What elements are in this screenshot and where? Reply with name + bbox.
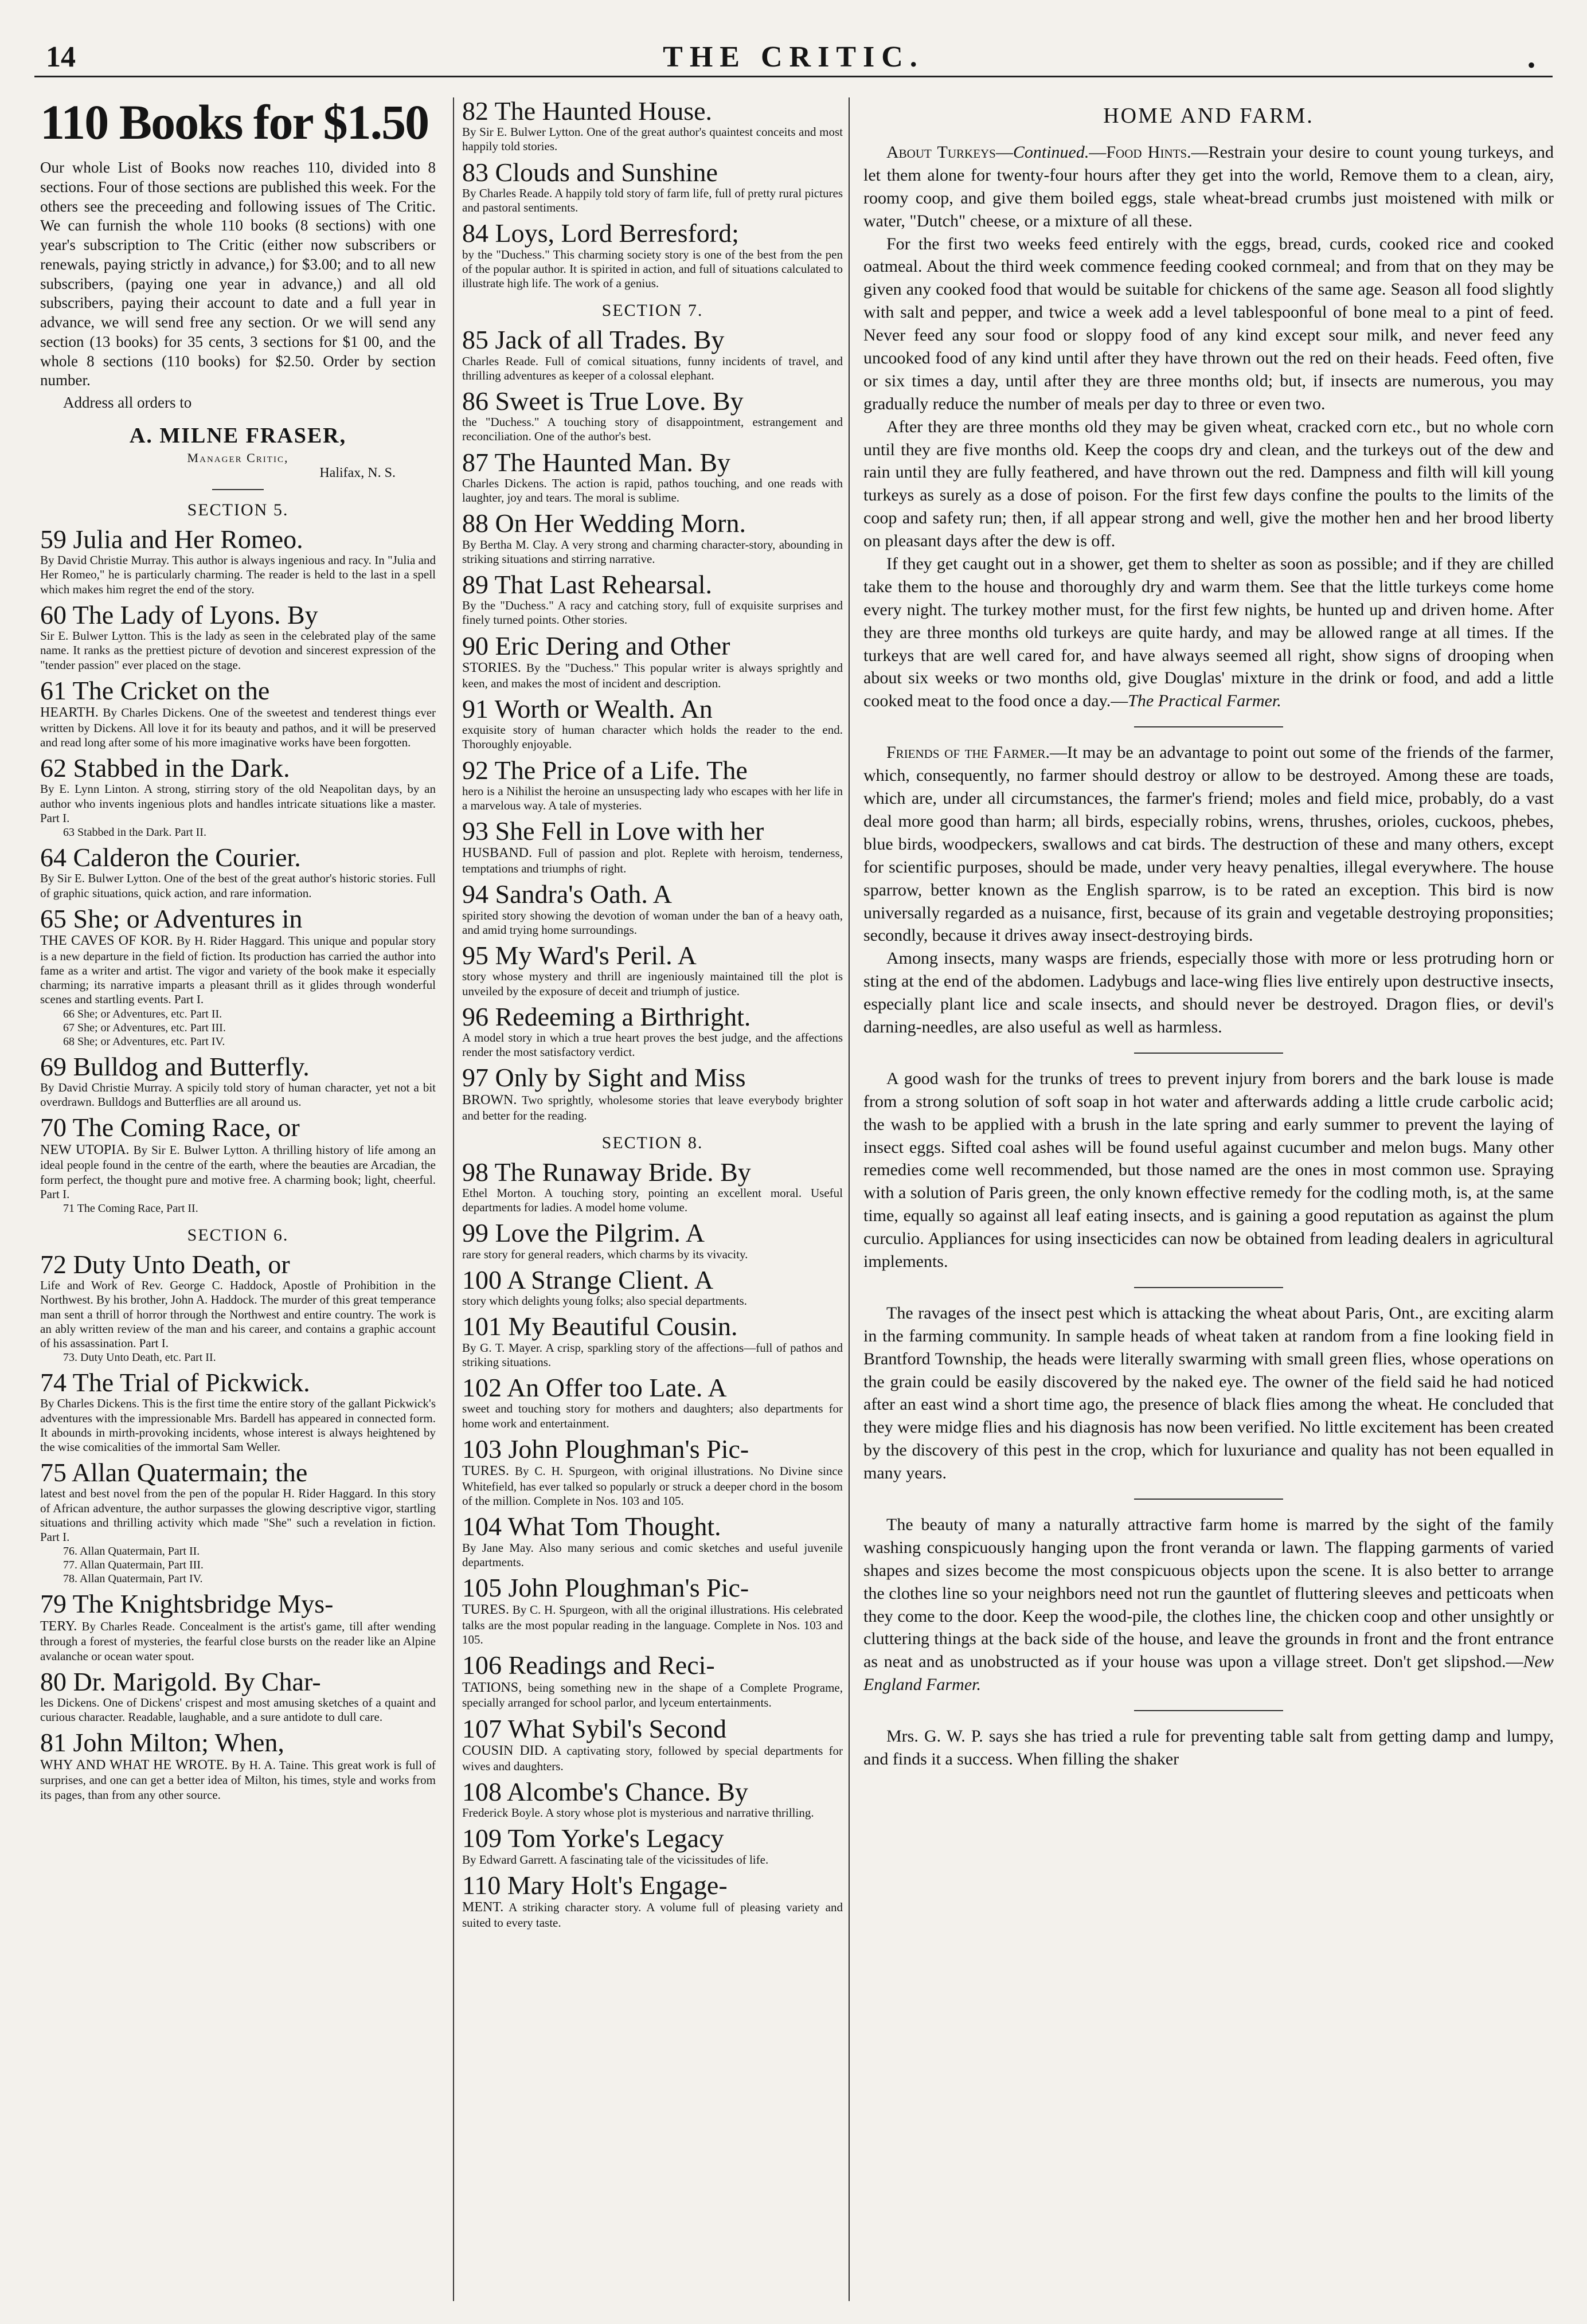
book-part: 63 Stabbed in the Dark. Part II. (63, 826, 206, 839)
book-part: 73. Duty Unto Death, etc. Part II. (63, 1351, 216, 1364)
book-description-text: Charles Dickens. The action is rapid, pathos touching, and one reads with laughter, joy and tears. The moral is sublime. (462, 476, 843, 505)
article-source: New England Farmer. (863, 1652, 1554, 1695)
book-description-text: being something new in the shape of a Complete Programe, specially arranged for school parlor, and lyceum entertainments. (462, 1680, 843, 1710)
advert-headline: 110 Books for $1.50 (40, 97, 429, 150)
book-description (40, 933, 436, 1007)
book-description-text: By Edward Garrett. A fascinating tale of the vicissitudes of life. (462, 1852, 769, 1867)
book-parts (40, 1007, 436, 1048)
book-part: 67 She; or Adventures, etc. Part III. (63, 1021, 226, 1034)
book-description (462, 969, 843, 998)
book-title-continued: TURES. (462, 1602, 510, 1618)
book-description-text: By H. A. Taine. This great work is full of surprises, and one can get a better idea of Milton, his times, style and works from its pages, than from any other source. (40, 1758, 436, 1802)
book-description-text: By Sir E. Bulwer Lytton. One of the great author's quaintest conceits and most happily told stories. (462, 125, 843, 154)
divider (1134, 1710, 1283, 1711)
section-heading: SECTION 5. (187, 500, 289, 519)
book-title: 72 Duty Unto Death, or (40, 1249, 290, 1279)
divider (1134, 1499, 1283, 1500)
book-description (462, 248, 843, 291)
article-list (863, 141, 1554, 1771)
book-title: 104 What Tom Thought. (462, 1512, 721, 1541)
book-description-text: by the "Duchess." This charming society story is one of the best from the pen of the popular author. It is spirited in action, and full of situations calculated to illustrate high life. The work of a genius. (462, 247, 843, 291)
book-entry (462, 942, 843, 999)
book-description (462, 538, 843, 566)
book-title: 62 Stabbed in the Dark. (40, 753, 290, 783)
book-description (462, 1247, 843, 1262)
book-entry (462, 220, 843, 291)
book-title: 107 What Sybil's Second (462, 1713, 727, 1743)
header-dot: • (1527, 52, 1535, 78)
book-part: 78. Allan Quatermain, Part IV. (63, 1572, 203, 1586)
book-title: 100 A Strange Client. A (462, 1265, 714, 1294)
book-entry (462, 1266, 843, 1308)
book-description-text: By Charles Dickens. This is the first time the entire story of the gallant Pickwick's adventures with the impressionable Mrs. Bardell has appeared in connected form. It abounds in mirth-provoking incidents, whose interest is always heightened by the wise comicalities of the immortal Sam Weller. (40, 1396, 436, 1454)
book-description-text: Ethel Morton. A touching story, pointing an excellent moral. Useful departments for ladies. A model home volume. (462, 1186, 843, 1215)
book-description (40, 553, 436, 597)
book-description-text: By David Christie Murray. A spicily told story of human character, yet not a bit overdrawn. Bulldogs and Butterflies are all around us. (40, 1080, 436, 1109)
book-entry (40, 677, 436, 750)
book-description-text: By Sir E. Bulwer Lytton. One of the best of the great author's historic stories. Full of graphic situations, quick action, and rare information. (40, 871, 436, 900)
book-description (462, 1092, 843, 1123)
book-description-text: By Charles Reade. A happily told story of farm life, full of pretty rural pictures and pastoral sentiments. (462, 186, 843, 215)
book-title: 75 Allan Quatermain; the (40, 1458, 308, 1488)
article-paragraph (863, 947, 1554, 1039)
article-text: The ravages of the insect pest which is attacking the wheat about Paris, Ont., are exciting alarm in the farming community. In sample heads of wheat taken at random from a fine looking field in Brantford Township, the heads were literally swarming with small green flies, whose operations on the grain could be easily discovered by the naked eye. The owner of the field said he had noticed after an east wind a short time ago, the presence of black flies among the wheat. He concluded that they were midge flies and his diagnosis has now been verified. No little excitement has been created by the discovery of this pest in the crop, which for luxuriance and quality has not been equalled in many years. (863, 1303, 1554, 1483)
book-title: 99 Love the Pilgrim. A (462, 1218, 705, 1248)
book-title-continued: HUSBAND. (462, 846, 533, 861)
book-description (40, 782, 436, 825)
book-description-text: hero is a Nihilist the heroine an unsuspecting lady who escapes with her life in a marvelous way. A tale of mysteries. (462, 784, 843, 812)
book-entry (462, 1872, 843, 1930)
book-part: 68 She; or Adventures, etc. Part IV. (63, 1035, 225, 1048)
book-title: 83 Clouds and Sunshine (462, 157, 718, 187)
book-entry (462, 1778, 843, 1820)
book-entry (462, 1435, 843, 1508)
book-title: 103 John Ploughman's Pic- (462, 1434, 749, 1464)
book-description-text: story which delights young folks; also special departments. (462, 1294, 747, 1308)
book-description (40, 1396, 436, 1454)
book-entry (462, 1313, 843, 1370)
book-description (462, 1743, 843, 1774)
book-description (462, 598, 843, 627)
book-description-text: Frederick Boyle. A story whose plot is mysterious and narrative thrilling. (462, 1806, 814, 1820)
article-text: If they get caught out in a shower, get them to shelter as soon as possible; and if they are chilled take them to the house and thoroughly dry and warm them. See that the little turkeys come home every night. The turkey mother must, for the first few nights, be hunted up and driven home. After they are three months old turkeys are quite hardy, and may be allowed range at all times. If the turkeys that are well cared for, and have always seemed all right, show signs of drooping when about six weeks or two months old, give Douglas' mixture in the drink or food, and add a little cooked meat to the food once a day.— (863, 554, 1554, 711)
book-entry (462, 159, 843, 216)
book-description (462, 1541, 843, 1570)
book-entry (462, 817, 843, 876)
book-title: 88 On Her Wedding Morn. (462, 508, 746, 538)
book-entry (462, 1715, 843, 1774)
book-entry (462, 1219, 843, 1261)
book-entry (40, 1590, 436, 1663)
book-description (462, 1341, 843, 1370)
book-entry (40, 844, 436, 901)
book-description-text: By David Christie Murray. This author is always ingenious and racy. In "Julia and Her Romeo," he is particularly charming. The reader is held to the last in a spell which makes him regret the end of the story. (40, 553, 436, 596)
article (863, 141, 1554, 713)
article-paragraph (863, 233, 1554, 416)
book-description (462, 1031, 843, 1059)
book-description (462, 1402, 843, 1430)
column-1 (40, 97, 436, 2301)
column-3 (849, 97, 1554, 2301)
book-description (462, 845, 843, 876)
book-title-continued: HEARTH. (40, 705, 99, 721)
article (863, 741, 1554, 1039)
book-entry (40, 1459, 436, 1586)
book-entry (462, 1159, 843, 1215)
book-description (462, 1853, 843, 1867)
book-description-text: latest and best novel from the pen of the popular H. Rider Haggard. In this story of African adventure, the author surpasses the glowing descriptive vigor, startling situations and thrilling activity which made "She" such a revelation in fiction. Part I. (40, 1486, 436, 1544)
book-part: 76. Allan Quatermain, Part II. (63, 1545, 200, 1558)
article-text: —It may be an advantage to point out some of the friends of the farmer, which, consequently, no farmer should destroy or allow to be destroyed. Among these are toads, which are, under all circumstances, the farmer's friend; moles and field mice, probably, do a vast deal more good than harm; all birds, especially robins, wrens, thrushes, orioles, cuckoos, phebes, blue birds, woodpeckers, swallows and cat birds. The destruction of these and many others, except for scientific purposes, should be made, under very heavy penalties, illegal everywhere. The house sparrow, better known as the English sparrow, is to be rated an exception. This bird is now universally regarded as a nuisance, first, because of its grain and vegetable destroying proponsities; secondly, because it drives away insect-destroying birds. (863, 743, 1554, 945)
book-description-text: A striking character story. A volume full of pleasing variety and suited to every taste. (462, 1900, 843, 1930)
book-title: 96 Redeeming a Birthright. (462, 1001, 751, 1031)
book-description-text: story whose mystery and thrill are ingeniously maintained till the plot is unveiled by the exposure of deceit and triumph of justice. (462, 969, 843, 998)
book-description (462, 1602, 843, 1647)
columns (34, 97, 1553, 2301)
article-text: Among insects, many wasps are friends, especially those with more or less protruding horn or sting at the end of the abdomen. Ladybugs and lace-wing flies live entirely upon destructive insects, especially plant lice and scale insects, and should never be destroyed. Dragon flies, or devil's darning-needles, are also useful as well as harmless. (863, 949, 1554, 1036)
book-parts (40, 1351, 436, 1364)
book-title: 85 Jack of all Trades. By (462, 325, 725, 355)
book-title: 80 Dr. Marigold. By Char- (40, 1666, 321, 1696)
book-title: 74 The Trial of Pickwick. (40, 1368, 310, 1398)
book-title-continued: TURES. (462, 1464, 510, 1479)
book-title: 91 Worth or Wealth. An (462, 694, 713, 723)
book-title: 101 My Beautiful Cousin. (462, 1312, 738, 1341)
book-part: 77. Allan Quatermain, Part III. (63, 1559, 204, 1572)
book-title: 86 Sweet is True Love. By (462, 386, 744, 416)
divider (1134, 726, 1283, 727)
advert-address-line: Address all orders to (63, 394, 192, 411)
running-header (34, 40, 1553, 77)
book-description (462, 1294, 843, 1308)
book-description (462, 476, 843, 505)
book-description-text: spirited story showing the devotion of woman under the ban of a heavy oath, and amid trying home surroundings. (462, 908, 843, 937)
article-source: The Practical Farmer. (1128, 691, 1281, 711)
book-title-continued: TERY. (40, 1618, 77, 1634)
book-entry (462, 1574, 843, 1647)
book-description (462, 660, 843, 691)
book-description (462, 909, 843, 937)
book-title: 108 Alcombe's Chance. By (462, 1777, 748, 1806)
book-title: 79 The Knightsbridge Mys- (40, 1589, 334, 1619)
book-description-text: By C. H. Spurgeon, with original illustrations. No Divine since Whitefield, has ever talked so popularly or struck a deeper chord in the bosom of the million. Complete in Nos. 103 and 105. (462, 1464, 843, 1508)
article-lead: Friends of the Farmer. (886, 743, 1050, 762)
book-title: 94 Sandra's Oath. A (462, 879, 673, 909)
book-entry (462, 510, 843, 566)
book-description-text: A captivating story, followed by special departments for wives and daughters. (462, 1743, 843, 1773)
book-description-text: By Sir E. Bulwer Lytton. A thrilling history of life among an ideal people found in the centre of the earth, where the beauties are Arcadian, the form perfect, the thought pure and motive free. A charming book; light, cheerful. Part I. (40, 1143, 436, 1201)
book-title: 90 Eric Dering and Other (462, 631, 730, 660)
book-description-text: By E. Lynn Linton. A strong, stirring story of the old Neapolitan days, by an author who invents ingenious plots and handles intricate situations like a master. Part I. (40, 782, 436, 825)
book-title: 105 John Ploughman's Pic- (462, 1572, 749, 1602)
book-description-text: Full of passion and plot. Replete with heroism, tenderness, temptations and triumphs of right. (462, 846, 843, 876)
article-paragraph (863, 553, 1554, 713)
book-entry (462, 571, 843, 628)
section-heading: SECTION 6. (187, 1225, 289, 1245)
book-parts (40, 825, 436, 839)
book-entry (40, 1729, 436, 1802)
book-description (40, 871, 436, 900)
book-title: 82 The Haunted House. (462, 97, 713, 126)
book-title: 98 The Runaway Bride. By (462, 1157, 751, 1187)
book-description-text: Charles Reade. Full of comical situations, funny incidents of travel, and thrilling adventures as keeper of a colossal elephant. (462, 354, 843, 382)
book-description (462, 1680, 843, 1711)
book-description-text: rare story for general readers, which charms by its vivacity. (462, 1247, 748, 1261)
journal-title: THE CRITIC. (663, 41, 924, 73)
advert-place: Halifax, N. S. (319, 465, 396, 480)
book-entry (40, 1114, 436, 1215)
divider (212, 489, 264, 490)
book-description (40, 1486, 436, 1544)
book-title: 110 Mary Holt's Engage- (462, 1870, 728, 1900)
book-title-continued: NEW UTOPIA. (40, 1142, 130, 1157)
book-entry (462, 1064, 843, 1122)
divider (1134, 1053, 1283, 1054)
book-title: 61 The Cricket on the (40, 675, 270, 705)
article-lead-italic: Continued. (1013, 143, 1089, 162)
book-entry (462, 1513, 843, 1570)
section-heading: SECTION 8. (601, 1133, 703, 1152)
book-description-text: By H. Rider Haggard. This unique and popular story is a new departure in the field of fiction. Its production has carried the author into fame as a writer and artist. The vigor and variety of the book make it especially charming; its narrative imparts a pleasant thrill as it glides through wonderful scenes and startling events. Part I. (40, 934, 436, 1007)
book-description-text: By Bertha M. Clay. A very strong and charming character-story, abounding in striking situations and stirring narrative. (462, 537, 843, 566)
book-title: 64 Calderon the Courier. (40, 843, 301, 873)
book-description-text: the "Duchess." A touching story of disappointment, estrangement and reconciliation. One of the author's best. (462, 415, 843, 444)
book-description (462, 784, 843, 813)
book-title-continued: WHY AND WHAT HE WROTE. (40, 1757, 228, 1773)
book-title: 59 Julia and Her Romeo. (40, 525, 303, 554)
book-parts (40, 1202, 436, 1215)
article-text: —Restrain your desire to count young turkeys, and let them alone for twenty-four hours after they get into the world, Remove them to a clean, airy, roomy coop, and give them boiled eggs, stale wheat-bread crumbs just moistened with milk or water, "Dutch" cheese, or a mixture of all these. (863, 143, 1554, 230)
book-description-text: les Dickens. One of Dickens' crispest and most amusing sketches of a quaint and curious character. Readable, laughable, and a sure antidote to dull care. (40, 1695, 436, 1724)
book-description-text: exquisite story of human character which holds the reader to the end. Thoroughly enjoyable. (462, 723, 843, 752)
book-title: 97 Only by Sight and Miss (462, 1063, 746, 1093)
book-description (462, 415, 843, 444)
book-title: 69 Bulldog and Butterfly. (40, 1051, 310, 1081)
book-description-text: By Jane May. Also many serious and comic sketches and useful juvenile departments. (462, 1540, 843, 1569)
book-entry (462, 449, 843, 506)
divider (1134, 1287, 1283, 1288)
book-title: 84 Loys, Lord Berresford; (462, 218, 739, 248)
book-description (462, 1186, 843, 1215)
book-title-continued: COUSIN DID. (462, 1743, 548, 1758)
advert-role: Manager Critic, (187, 451, 289, 465)
advert-name: A. MILNE FRASER, (129, 424, 347, 448)
book-description (462, 723, 843, 752)
column-2 (453, 97, 843, 2301)
book-description-text: By Charles Dickens. One of the sweetest and tenderest things ever written by Dickens. All love it for its beauty and pathos, and it will be preserved and read long after some of his more imaginative works have been forgotten. (40, 706, 436, 749)
article-paragraph (863, 141, 1554, 233)
book-description-text: By the "Duchess." This popular writer is always sprightly and keen, and makes the most of incident and description. (462, 660, 843, 690)
book-description-text: Sir E. Bulwer Lytton. This is the lady as seen in the celebrated play of the same name. It ranks as the prettiest picture of devotion and sincerest expression of the "tender passion" ever placed on the stage. (40, 629, 436, 672)
book-description (462, 186, 843, 215)
article-paragraph (863, 1067, 1554, 1273)
book-title: 92 The Price of a Life. The (462, 755, 748, 785)
book-list-col2 (462, 97, 843, 1930)
book-description (40, 1278, 436, 1351)
book-title: 93 She Fell in Love with her (462, 816, 764, 846)
book-description (40, 1757, 436, 1802)
book-entry (462, 1374, 843, 1431)
book-entry (462, 1003, 843, 1060)
book-entry (462, 695, 843, 752)
book-entry (40, 905, 436, 1048)
book-description (40, 629, 436, 672)
book-title-continued: MENT. (462, 1900, 504, 1915)
book-description (40, 705, 436, 750)
book-description (40, 1142, 436, 1202)
book-title: 81 John Milton; When, (40, 1728, 284, 1758)
book-entry (40, 1053, 436, 1110)
article-text: Mrs. G. W. P. says she has tried a rule for preventing table salt from getting damp and lumpy, and finds it a success. When filling the shaker (863, 1727, 1554, 1769)
book-entry (40, 601, 436, 672)
book-list-col1 (40, 500, 436, 1802)
article-lead: About Turkeys— (886, 143, 1013, 162)
book-title-continued: STORIES. (462, 660, 521, 675)
book-title-continued: BROWN. (462, 1092, 517, 1108)
article-text: After they are three months old they may be given wheat, cracked corn etc., but no whole corn until they are five months old. Keep the coops dry and clean, and the turkeys out of the dew and rain until they are fully feathered, and have thrown out the red. Dampness and filth will kill young turkeys as surely as a dose of poison. For the first few days confine the poults to the limits of the coop and safety run; then, if all appear strong and well, give the mother hen and her brood liberty on pleasant days after the dew is off. (863, 417, 1554, 551)
article (863, 1067, 1554, 1273)
book-entry (462, 632, 843, 691)
book-part: 66 She; or Adventures, etc. Part II. (63, 1007, 222, 1020)
article-paragraph (863, 1513, 1554, 1696)
article-paragraph (863, 416, 1554, 553)
article-text: A good wash for the trunks of trees to prevent injury from borers and the bark louse is made from a strong solution of soft soap in hot water and afterwards adding a little crude carbolic acid; the wash to be applied with a brush in the late spring and early summer to prevent the laying of insect eggs. Sifted coal ashes will be found useful against cucumber and melon bugs. Many other remedies come well recommended, but those named are the ones in most common use. Spraying with a solution of Paris green, the only known effective remedy for the codling moth, is, at the same time, equally so against all leaf eating insects, and is gaining a good reputation as against the plum curculio. Appliances for using insecticides can now be obtained from leading dealers in agricultural implements. (863, 1069, 1554, 1271)
book-title: 106 Readings and Reci- (462, 1650, 715, 1680)
book-entry (462, 1652, 843, 1710)
section-heading: HOME AND FARM. (1103, 104, 1314, 128)
article (863, 1302, 1554, 1485)
book-title: 95 My Ward's Peril. A (462, 941, 697, 971)
book-description-text: A model story in which a true heart proves the best judge, and the affections render the most satisfactory verdict. (462, 1031, 843, 1059)
book-description (462, 125, 843, 154)
article-paragraph (863, 741, 1554, 947)
book-entry (462, 881, 843, 937)
book-description-text: By the "Duchess." A racy and catching story, full of exquisite surprises and finely turned points. Other stories. (462, 598, 843, 627)
book-description-text: By C. H. Spurgeon, with all the original illustrations. His celebrated talks are the most popular reading in the language. Complete in Nos. 103 and 105. (462, 1603, 843, 1647)
book-title: 60 The Lady of Lyons. By (40, 600, 318, 629)
book-entry (462, 388, 843, 444)
advert-body: Our whole List of Books now reaches 110, divided into 8 sections. Four of those sections are published this week. For the others see the preceeding and following issues of The Critic. We can furnish the whole 110 books (8 sections) with one year's subscription to The Critic (either now subscribers or renewals, paying strictly in advance,) for $3.00; and to all new subscribers, (paying one year in advance,) and all old subscribers, paying their account to date and a full year in advance, we will send free any section. Or we will send any section (13 books) for 35 cents, 3 sections for $1 00, and the whole 8 sections (110 books) for $2.50. Order by section number. (40, 159, 436, 389)
book-description-text: By G. T. Mayer. A crisp, sparkling story of the affections—full of pathos and striking situations. (462, 1340, 843, 1369)
article-paragraph (863, 1302, 1554, 1485)
article-text: The beauty of many a naturally attractive farm home is marred by the sight of the family washing conspicuously hanging upon the front veranda or lawn. The flapping garments of varied shapes and sizes become the most conspicuous objects upon the scene. It is also better to arrange the clothes line so your neighbors need not run the gauntlet of fluttering sleeves and petticoats when they come to the door. Keep the wood-pile, the clothes line, the chicken coop and other unsightly or cluttering things at the back side of the house, and leave the grounds in front and the front entrance as neat and as unobstructed as if your house was upon a village street. Don't get slipshod.— (863, 1515, 1554, 1672)
article-text: For the first two weeks feed entirely with the eggs, bread, curds, cooked rice and cooked oatmeal. About the third week commence feeding cooked cornmeal; and from that on they may be given any cooked food that would be suitable for chickens of the same age. Season all food slightly with salt and pepper, and twice a week add a level tablespoonful of bone meal to a pint of feed. Never feed any sour food or sloppy food of any kind except sour milk, and never feed any uncooked food of any kind until after they have thrown out the red on their heads. Feed often, five or six times a day, until after they are three months old; but, if insects are numerous, you may gradually reduce the number of meals per day to three or even two. (863, 234, 1554, 413)
article (863, 1725, 1554, 1771)
book-entry (40, 526, 436, 597)
article (863, 1513, 1554, 1696)
page-number: 14 (46, 41, 76, 73)
book-entry (40, 1668, 436, 1725)
section-heading: SECTION 7. (601, 301, 703, 320)
book-title-continued: THE CAVES OF KOR. (40, 933, 173, 949)
book-description (40, 1696, 436, 1724)
book-entry (40, 754, 436, 839)
book-description-text: Life and Work of Rev. George C. Haddock, Apostle of Prohibition in the Northwest. By his brother, John A. Haddock. The murder of this great temperance man sent a thrill of horror through the Northwest and entire country. The work is an ably written review of the man and his career, and contains a graphic account of his assassination. Part I. (40, 1278, 436, 1350)
article-paragraph (863, 1725, 1554, 1771)
book-title: 65 She; or Adventures in (40, 903, 303, 933)
book-title: 70 The Coming Race, or (40, 1113, 300, 1143)
book-title-continued: TATIONS, (462, 1680, 522, 1695)
book-entry (40, 1251, 436, 1364)
book-title: 89 That Last Rehearsal. (462, 569, 713, 599)
book-title: 102 An Offer too Late. A (462, 1373, 727, 1403)
book-description (40, 1081, 436, 1109)
book-part: 71 The Coming Race, Part II. (63, 1202, 198, 1215)
book-description (462, 1463, 843, 1508)
book-entry (462, 326, 843, 383)
book-description (462, 1899, 843, 1930)
book-entry (462, 97, 843, 154)
book-title: 109 Tom Yorke's Legacy (462, 1824, 724, 1853)
book-description-text: Two sprightly, wholesome stories that leave everybody brighter and better for the reading. (462, 1093, 843, 1122)
book-parts (40, 1544, 436, 1586)
book-description-text: sweet and touching story for mothers and daughters; also departments for home work and entertainment. (462, 1402, 843, 1430)
book-entry (462, 1825, 843, 1867)
advert (40, 97, 436, 490)
book-description (462, 1806, 843, 1820)
book-entry (462, 757, 843, 813)
article-lead-second: —Food Hints. (1089, 143, 1191, 162)
book-description-text: By Charles Reade. Concealment is the artist's game, till after wending through a forest of mysteries, the fearful close bursts on the reader like an Alpine avalanche or ocean water spout. (40, 1619, 436, 1663)
book-description (40, 1618, 436, 1664)
book-description (462, 354, 843, 383)
book-title: 87 The Haunted Man. By (462, 447, 731, 477)
book-entry (40, 1369, 436, 1454)
